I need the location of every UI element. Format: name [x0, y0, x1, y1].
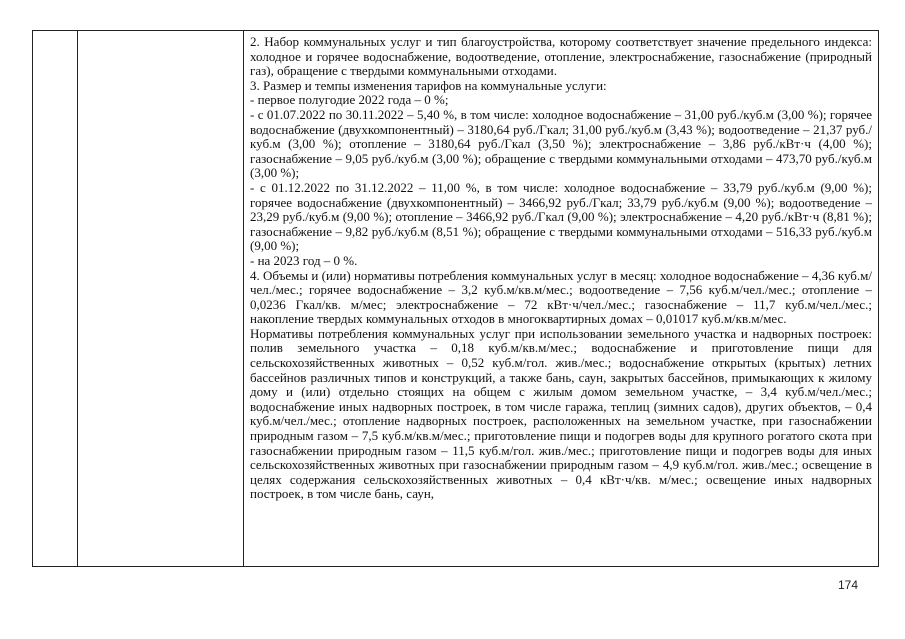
page-number: 174	[838, 578, 859, 592]
content-table	[32, 30, 879, 567]
paragraph-consumption-volumes: 4. Объемы и (или) нормативы потребления коммунальных услуг в месяц: холодное водоснабжение – 4,36 куб.м/чел./мес.; горячее водоснабжение – 3,2 куб.м/кв.м/мес.; водоотведение – 7,56 куб.м/чел./мес.; отопление – 0,0236 Гкал/кв. м/мес; электроснабжение – 72 кВт·ч/чел./мес.; газоснабжение – 11,7 куб.м/чел./мес.; накопление твердых коммунальных отходов в многоквартирных домах – 0,01017 куб.м/кв.м/мес.	[250, 267, 872, 327]
paragraph-tariffs-h1-2022: - первое полугодие 2022 года – 0 %;	[250, 92, 449, 108]
table-column-name	[77, 31, 244, 566]
table-column-description	[244, 31, 878, 566]
paragraph-land-plot-norms: Нормативы потребления коммунальных услуг при использовании земельного участка и надворных построек: полив земельного участка – 0,18 куб.м/кв.м/мес.; водоснабжение и приготовление пищи для сельскохозяйственных животных – 0,52 куб.м/гол. жив./мес.; водоснабжение открытых (крытых) летних бассейнов различных типов и конструкций, а также бань, саун, закрытых бассейнов, примыкающих к жилому дому и (или) отдельно стоящих на общем с жилым домом земельном участке, – 3,4 куб.м/чел./мес.; водоснабжение иных надворных построек, в том числе гаража, теплиц (зимних садов), других объектов, – 0,4 куб.м/чел./мес.; отопление надворных построек, расположенных на земельном участке, при газоснабжении природным газом – 7,5 куб.м/кв.м/мес.; приготовление пищи и подогрев воды для крупного рогатого скота при газоснабжении природным газом – 11,5 куб.м/гол. жив./мес.; приготовление пищи и подогрев воды для иных сельскохозяйственных животных при газоснабжении природным газом – 4,9 куб.м/гол. жив./мес.; освещение в целях содержания сельскохозяйственных животных – 0,4 кВт·ч/кв. м/мес.; освещение иных надворных построек, в том числе бань, саун,	[250, 325, 872, 502]
paragraph-tariffs-jul-nov-2022: - с 01.07.2022 по 30.11.2022 – 5,40 %, в том числе: холодное водоснабжение – 31,00 руб./куб.м (3,00 %); горячее водоснабжение (двухкомпонентный) – 3180,64 руб./Гкал; 31,00 руб./куб.м (3,43 %); водоотведение – 21,37 руб./куб.м (3,00 %); отопление – 3180,64 руб./Гкал (3,50 %); электроснабжение – 3,86 руб./кВт·ч (4,00 %); газоснабжение – 9,05 руб./куб.м (3,00 %); обращение с твердыми коммунальными отходами – 473,70 руб./куб.м (3,00 %);	[250, 106, 872, 181]
paragraph-tariffs-2023: - на 2023 год – 0 %.	[250, 252, 358, 268]
paragraph-service-set: 2. Набор коммунальных услуг и тип благоустройства, которому соответствует значение предельного индекса: холодное и горячее водоснабжение, водоотведение, отопление, электроснабжение, газоснабжение (природный газ), обращение с твердыми коммунальными отходами.	[250, 34, 872, 79]
paragraph-tariffs-dec-2022: - с 01.12.2022 по 31.12.2022 – 11,00 %, в том числе: холодное водоснабжение – 33,79 руб./куб.м (9,00 %); горячее водоснабжение (двухкомпонентный) – 3466,92 руб./Гкал; 33,79 руб./куб.м (9,00 %); водоотведение – 23,29 руб./куб.м (9,00 %); отопление – 3466,92 руб./Гкал (9,00 %); электроснабжение – 4,20 руб./кВт·ч (8,81 %); газоснабжение – 9,82 руб./куб.м (8,51 %); обращение с твердыми коммунальными отходами – 516,33 руб./куб.м (9,00 %);	[250, 179, 872, 254]
table-column-number	[33, 31, 78, 566]
paragraph-tariffs-heading: 3. Размер и темпы изменения тарифов на коммунальные услуги:	[250, 77, 607, 93]
